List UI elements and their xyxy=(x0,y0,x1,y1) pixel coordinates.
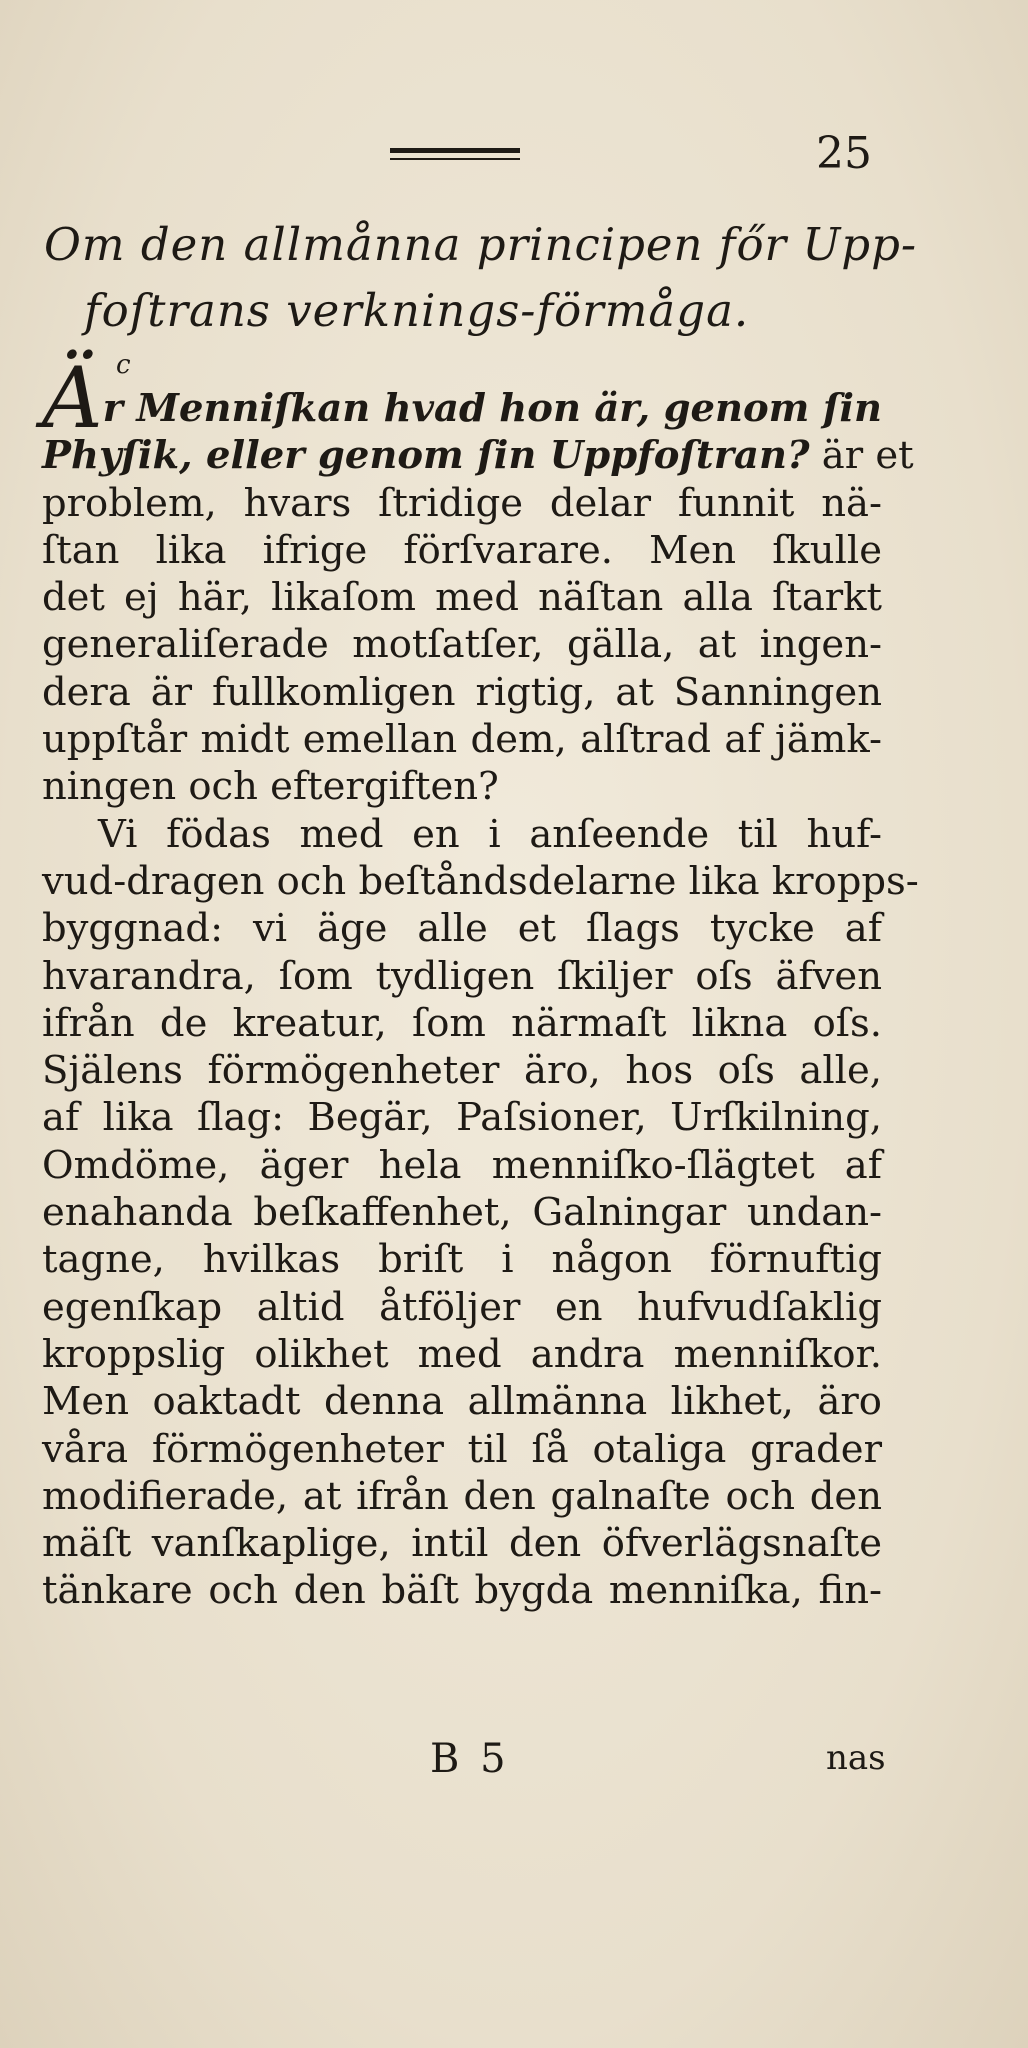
chapter-title xyxy=(44,212,924,344)
text-line: egenſkap altid åtföljer en hufvudſaklig xyxy=(42,1284,882,1330)
chapter-title-line-2: foſtrans verknings-förmåga. xyxy=(84,284,750,337)
printer-signature: B 5 xyxy=(430,1736,510,1782)
text-line: problem, hvars ſtridige delar funnit nä- xyxy=(42,480,882,526)
text-line: uppſtår midt emellan dem, alſtrad af jämk- xyxy=(42,717,882,763)
text-line: Själens förmögenheter äro, hos oſs alle, xyxy=(42,1048,882,1094)
text-line: ningen och eftergiften? xyxy=(42,764,499,810)
text-line: vud-dragen och beſtåndsdelarne lika kropps- xyxy=(42,858,919,904)
text-line: våra förmögenheter til ſå otaliga grader xyxy=(42,1426,882,1472)
drop-cap: Ä xyxy=(42,349,103,447)
page-number: 25 xyxy=(816,128,872,179)
text-line: generaliſerade motſatſer, gälla, at ingen- xyxy=(42,622,882,668)
catchword: nas xyxy=(826,1738,886,1778)
text-line: hvarandra, ſom tydligen ſkiljer oſs äfven xyxy=(42,953,882,999)
text-line: Men oaktadt denna allmänna likhet, äro xyxy=(42,1379,882,1425)
text-line: Omdöme, äger hela menniſko-ſlägtet af xyxy=(42,1142,882,1188)
text-line: det ej här, likaſom med näſtan alla ſtarkt xyxy=(42,575,882,621)
text-line: ifrån de kreatur, ſom närmaſt likna oſs. xyxy=(42,1000,882,1046)
text-line: dera är fullkomligen rigtig, at Sanningen xyxy=(42,669,882,715)
italic-phrase: Phyſik, eller genom ſin Uppfoſtran? xyxy=(42,433,810,479)
header-rule xyxy=(390,148,520,160)
chapter-title-line-1: Om den allmånna principen főr Upp- xyxy=(44,218,918,271)
italic-phrase: r Menniſkan hvad hon är, genom ſin xyxy=(102,386,882,431)
text-line: af lika ſlag: Begär, Paſsioner, Urſkilning, xyxy=(42,1095,882,1141)
text-line xyxy=(42,349,882,447)
text-line: Vi födas med en i anſeende til huf- xyxy=(98,811,882,857)
text-line xyxy=(42,432,914,479)
text-line: tänkare och den bäſt bygda menniſka, fin- xyxy=(42,1568,882,1614)
text-fragment: är et xyxy=(809,433,914,479)
body-text xyxy=(42,349,919,1615)
text-line: ſtan lika ifrige förſvarare. Men ſkulle xyxy=(42,527,882,573)
text-line: byggnad: vi äge alle et ſlags tycke af xyxy=(42,906,882,952)
signature-mark: c xyxy=(116,350,131,380)
text-line: mäſt vanſkaplige, intil den öfverlägsnaſte xyxy=(42,1521,882,1567)
text-line: modifierade, at ifrån den galnaſte och den xyxy=(42,1473,882,1519)
text-line: enahanda beſkaffenhet, Galningar undan- xyxy=(42,1190,882,1236)
text-line: kroppslig olikhet med andra menniſkor. xyxy=(42,1331,882,1377)
text-line: tagne, hvilkas briſt i någon förnuftig xyxy=(42,1237,882,1283)
